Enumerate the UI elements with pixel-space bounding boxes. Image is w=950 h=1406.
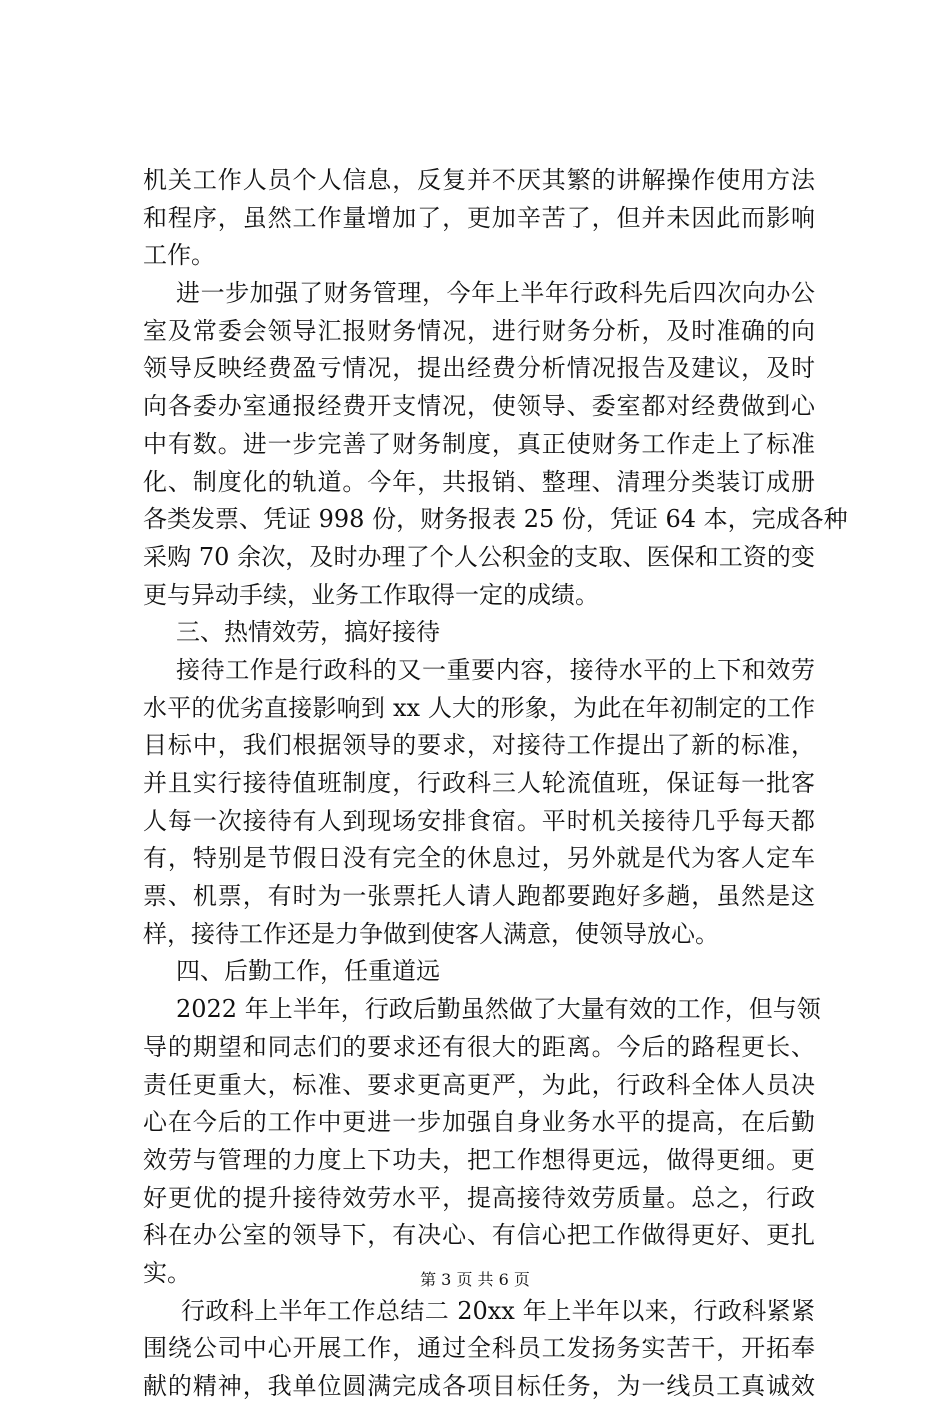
text-line: 更与异动手续，业务工作取得一定的成绩。 (143, 580, 599, 609)
text-line: 和程序，虽然工作量增加了，更加辛苦了，但并未因此而影响 (143, 203, 815, 232)
text-line: 采购 70 余次，及时办理了个人公积金的支取、医保和工资的变 (143, 542, 815, 571)
text-line: 导的期望和同志们的要求还有很大的距离。今后的路程更长、 (143, 1032, 815, 1061)
text-line: 围绕公司中心开展工作，通过全科员工发扬务实苦干，开拓奉 (143, 1334, 815, 1363)
text-line: 责任更重大，标准、要求更高更严，为此，行政科全体人员决 (143, 1070, 815, 1099)
text-line: 心在今后的工作中更进一步加强自身业务水平的提高，在后勤 (143, 1108, 815, 1137)
text-line: 三、热情效劳，搞好接待 (176, 618, 440, 647)
text-line: 并且实行接待值班制度，行政科三人轮流值班，保证每一批客 (143, 769, 815, 797)
text-line: 水平的优劣直接影响到 xx 人大的形象，为此在年初制定的工作 (143, 693, 815, 722)
text-line: 献的精神，我单位圆满完成各项目标任务，为一线员工真诚效 (143, 1372, 815, 1400)
text-line: 样，接待工作还是力争做到使客人满意，使领导放心。 (143, 919, 719, 948)
text-line: 室及常委会领导汇报财务情况，进行财务分析，及时准确的向 (143, 316, 815, 345)
text-line: 好更优的提升接待效劳水平，提高接待效劳质量。总之，行政 (143, 1183, 815, 1212)
text-line: 向各委办室通报经费开支情况，使领导、委室都对经费做到心 (143, 392, 815, 421)
text-line: 目标中，我们根据领导的要求，对接待工作提出了新的标准， (143, 731, 815, 760)
text-line: 各类发票、凭证 998 份，财务报表 25 份，凭证 64 本，完成各种 (143, 505, 848, 534)
text-line: 中有数。进一步完善了财务制度，真正使财务工作走上了标准 (143, 429, 815, 458)
text-line: 票、机票，有时为一张票托人请人跑都要跑好多趟，虽然是这 (143, 882, 815, 911)
text-line: 工作。 (143, 241, 215, 270)
text-line: 化、制度化的轨道。今年，共报销、整理、清理分类装订成册 (143, 467, 815, 496)
text-line: 实。 (143, 1258, 191, 1287)
text-line: 接待工作是行政科的又一重要内容，接待水平的上下和效劳 (176, 655, 815, 684)
page-footer: 第 3 页 共 6 页 (420, 1270, 530, 1289)
text-line: 效劳与管理的力度上下功夫，把工作想得更远，做得更细。更 (143, 1145, 815, 1174)
text-line: 机关工作人员个人信息，反复并不厌其繁的讲解操作使用方法 (143, 166, 815, 194)
text-line: 四、后勤工作，任重道远 (176, 957, 440, 986)
text-line: 进一步加强了财务管理，今年上半年行政科先后四次向办公 (176, 279, 815, 308)
text-line: 人每一次接待有人到现场安排食宿。平时机关接待几乎每天都 (143, 806, 815, 835)
text-line: 领导反映经费盈亏情况，提出经费分析情况报告及建议，及时 (143, 354, 815, 383)
document-body (143, 162, 848, 1406)
text-line: 2022 年上半年，行政后勤虽然做了大量有效的工作，但与领 (176, 995, 821, 1024)
text-line: 行政科上半年工作总结二 20xx 年上半年以来，行政科紧紧 (181, 1296, 815, 1325)
text-line: 科在办公室的领导下，有决心、有信心把工作做得更好、更扎 (143, 1221, 815, 1250)
text-line: 有，特别是节假日没有完全的休息过，另外就是代为客人定车 (143, 844, 815, 873)
